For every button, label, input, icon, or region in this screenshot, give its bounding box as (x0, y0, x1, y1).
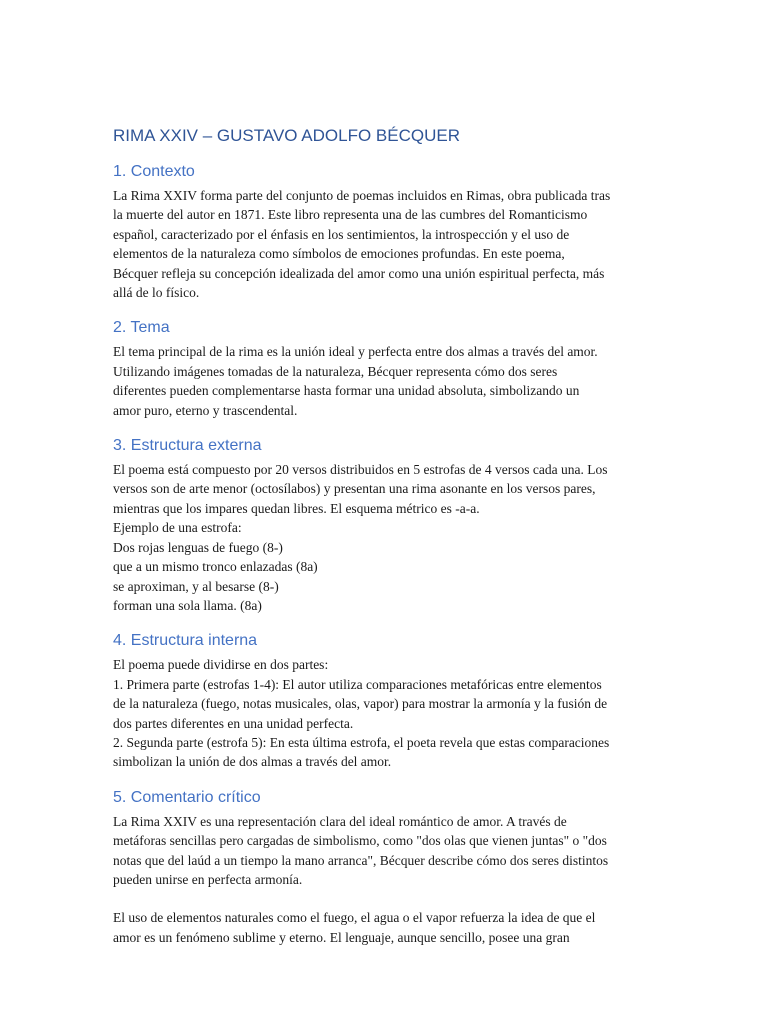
text-line: versos son de arte menor (octosílabos) y presentan una rima asonante en los versos pares, (113, 481, 596, 497)
section-2 (113, 318, 658, 420)
text-line: dos partes diferentes en una unidad perfecta. (113, 715, 354, 731)
text-line: español, caracterizado por el énfasis en los sentimientos, la introspección y el uso de (113, 226, 570, 242)
text-line: amor puro, eterno y trascendental. (113, 402, 298, 418)
section-heading: 1. Contexto (113, 163, 195, 180)
text-line: El poema puede dividirse en dos partes: (113, 657, 329, 673)
document-page (113, 124, 658, 963)
section-4 (113, 631, 658, 771)
text-line: amor es un fenómeno sublime y eterno. El lenguaje, aunque sencillo, posee una gran (113, 929, 570, 945)
text-line: elementos de la naturaleza como símbolos de emociones profundas. En este poema, (113, 246, 565, 262)
text-line: simbolizan la unión de dos almas a través del amor. (113, 754, 392, 770)
text-line: se aproximan, y al besarse (8-) (113, 578, 279, 594)
text-line: El tema principal de la rima es la unión ideal y perfecta entre dos almas a través del amor. (113, 344, 598, 360)
paragraph-gap (113, 889, 658, 908)
section-1 (113, 162, 658, 302)
text-line: forman una sola llama. (8a) (113, 597, 262, 613)
section-heading: 4. Estructura interna (113, 632, 258, 650)
text-line: Dos rojas lenguas de fuego (8-) (113, 539, 283, 555)
section-3 (113, 436, 658, 615)
section-heading: 2. Tema (113, 319, 170, 337)
text-line: Ejemplo de una estrofa: (113, 520, 242, 536)
text-line: 2. Segunda parte (estrofa 5): En esta última estrofa, el poeta revela que estas comparaciones (113, 734, 610, 750)
text-line: 1. Primera parte (estrofas 1-4): El autor utiliza comparaciones metafóricas entre elementos (113, 676, 602, 692)
section-heading: 5. Comentario crítico (113, 788, 261, 806)
text-line: Bécquer refleja su concepción idealizada del amor como una unión espiritual perfecta, más (113, 265, 605, 281)
text-line: El poema está compuesto por 20 versos distribuidos en 5 estrofas de 4 versos cada una. Los (113, 462, 608, 478)
text-line: mientras que los impares quedan libres. El esquema métrico es -a-a. (113, 500, 480, 516)
text-line: diferentes pueden complementarse hasta formar una unidad absoluta, simbolizando un (113, 383, 580, 399)
text-line: Utilizando imágenes tomadas de la naturaleza, Bécquer representa cómo dos seres (113, 363, 558, 379)
text-line: La Rima XXIV forma parte del conjunto de poemas incluidos en Rimas, obra publicada tras (113, 188, 611, 203)
text-line: allá de lo físico. (113, 285, 200, 301)
section-heading: 3. Estructura externa (113, 437, 262, 455)
document-body (113, 162, 658, 947)
text-line: pueden unirse en perfecta armonía. (113, 871, 303, 887)
text-line: metáforas sencillas pero cargadas de simbolismo, como "dos olas que vienen juntas" o "dos (113, 833, 607, 849)
text-line: La Rima XXIV es una representación clara del ideal romántico de amor. A través de (113, 813, 567, 829)
text-line: notas que del laúd a un tiempo la mano arranca", Bécquer describe cómo dos seres distintos (113, 852, 609, 868)
text-line: El uso de elementos naturales como el fuego, el agua o el vapor refuerza la idea de que el (113, 910, 596, 926)
section-5 (113, 788, 658, 947)
text-line: que a un mismo tronco enlazadas (8a) (113, 559, 318, 575)
text-line: de la naturaleza (fuego, notas musicales, olas, vapor) para mostrar la armonía y la fusión de (113, 696, 608, 712)
text-line: la muerte del autor en 1871. Este libro representa una de las cumbres del Romanticismo (113, 207, 588, 223)
document-title: RIMA XXIV – GUSTAVO ADOLFO BÉCQUER (113, 126, 461, 145)
